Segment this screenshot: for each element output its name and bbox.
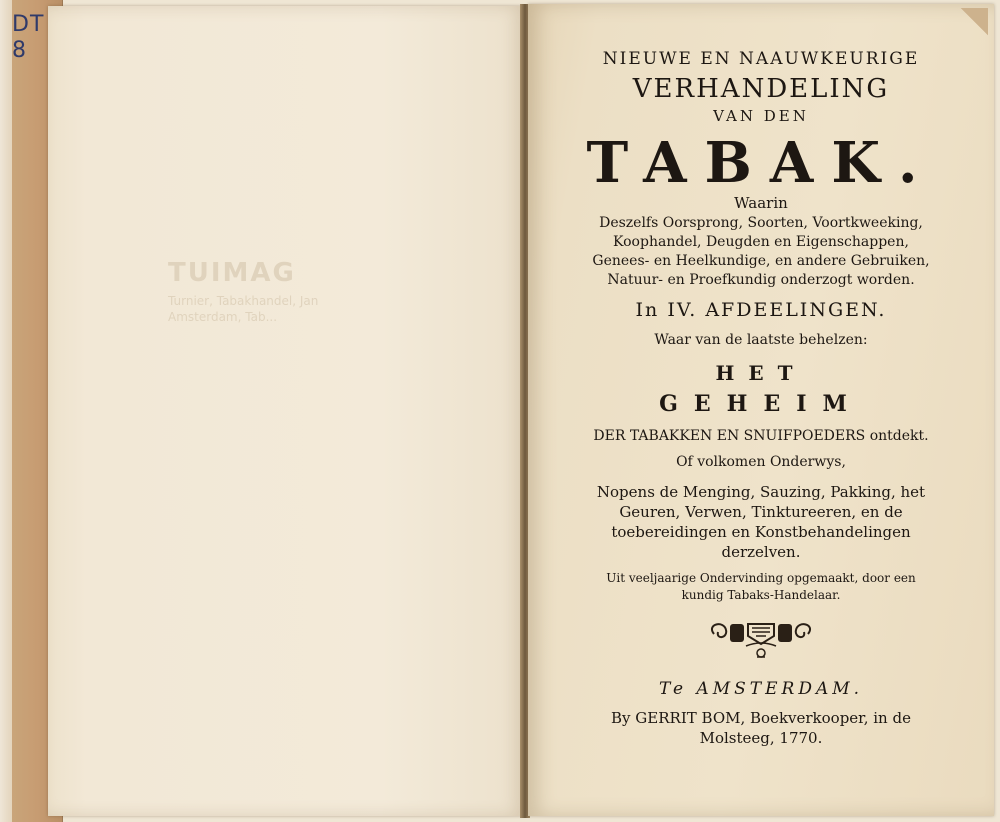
- title-line-3: VAN DEN: [713, 107, 809, 125]
- binding-edge: [0, 0, 12, 822]
- subtitle-description: Deszelfs Oorsprong, Soorten, Voortkweeking, Koophandel, Deugden en Eigenschappen, Genees- en Heelkundige, en andere Gebruiken, Natuur- en Proefkundig onderzogt worden.: [592, 215, 930, 288]
- nopens-paragraph: Nopens de Menging, Sauzing, Pakking, het Geuren, Verwen, Tinktureeren, en de toebereidingen en Konstbehandelingen derzelven.: [596, 483, 926, 561]
- main-title: TABAK.: [586, 130, 936, 196]
- shelfmark-line-1: DT: [12, 12, 45, 37]
- title-line-1: NIEUWE EN NAAUWKEURIGE: [602, 49, 920, 69]
- ornament-icon: [706, 620, 816, 660]
- afdeelingen-line: In IV. AFDEELINGEN.: [635, 299, 887, 321]
- title-line-2: VERHANDELING: [632, 74, 890, 104]
- onderwys-line: Of volkomen Onderwys,: [676, 454, 846, 470]
- het-heading: HET: [715, 361, 807, 385]
- laatste-line: Waar van de laatste behelzen:: [654, 332, 868, 348]
- printers-ornament: [706, 620, 816, 660]
- showthrough-stamp: [168, 258, 318, 324]
- imprint-printer: By GERRIT BOM, Boekverkooper, in de Molsteeg, 1770.: [611, 709, 911, 747]
- folded-corner: [958, 8, 988, 38]
- left-page: [48, 6, 524, 816]
- showthrough-line-1: TUIMAG: [168, 258, 296, 288]
- imprint-place: Te AMSTERDAM.: [658, 679, 864, 699]
- shelfmark: [12, 12, 44, 64]
- showthrough-line-3: Amsterdam, Tab...: [168, 310, 278, 324]
- title-page-text: [528, 48, 994, 748]
- tabakken-line: DER TABAKKEN EN SNUIFPOEDERS ontdekt.: [593, 428, 929, 444]
- geheim-heading: GEHEIM: [659, 391, 863, 417]
- shelfmark-line-2: 8: [12, 38, 27, 63]
- waarin-label: Waarin: [734, 194, 788, 212]
- ervaring-line: Uit veeljaarige Ondervinding opgemaakt, door een kundig Tabaks-Handelaar.: [606, 571, 916, 602]
- showthrough-line-2: Turnier, Tabakhandel, Jan: [168, 294, 319, 308]
- title-page: [528, 4, 994, 816]
